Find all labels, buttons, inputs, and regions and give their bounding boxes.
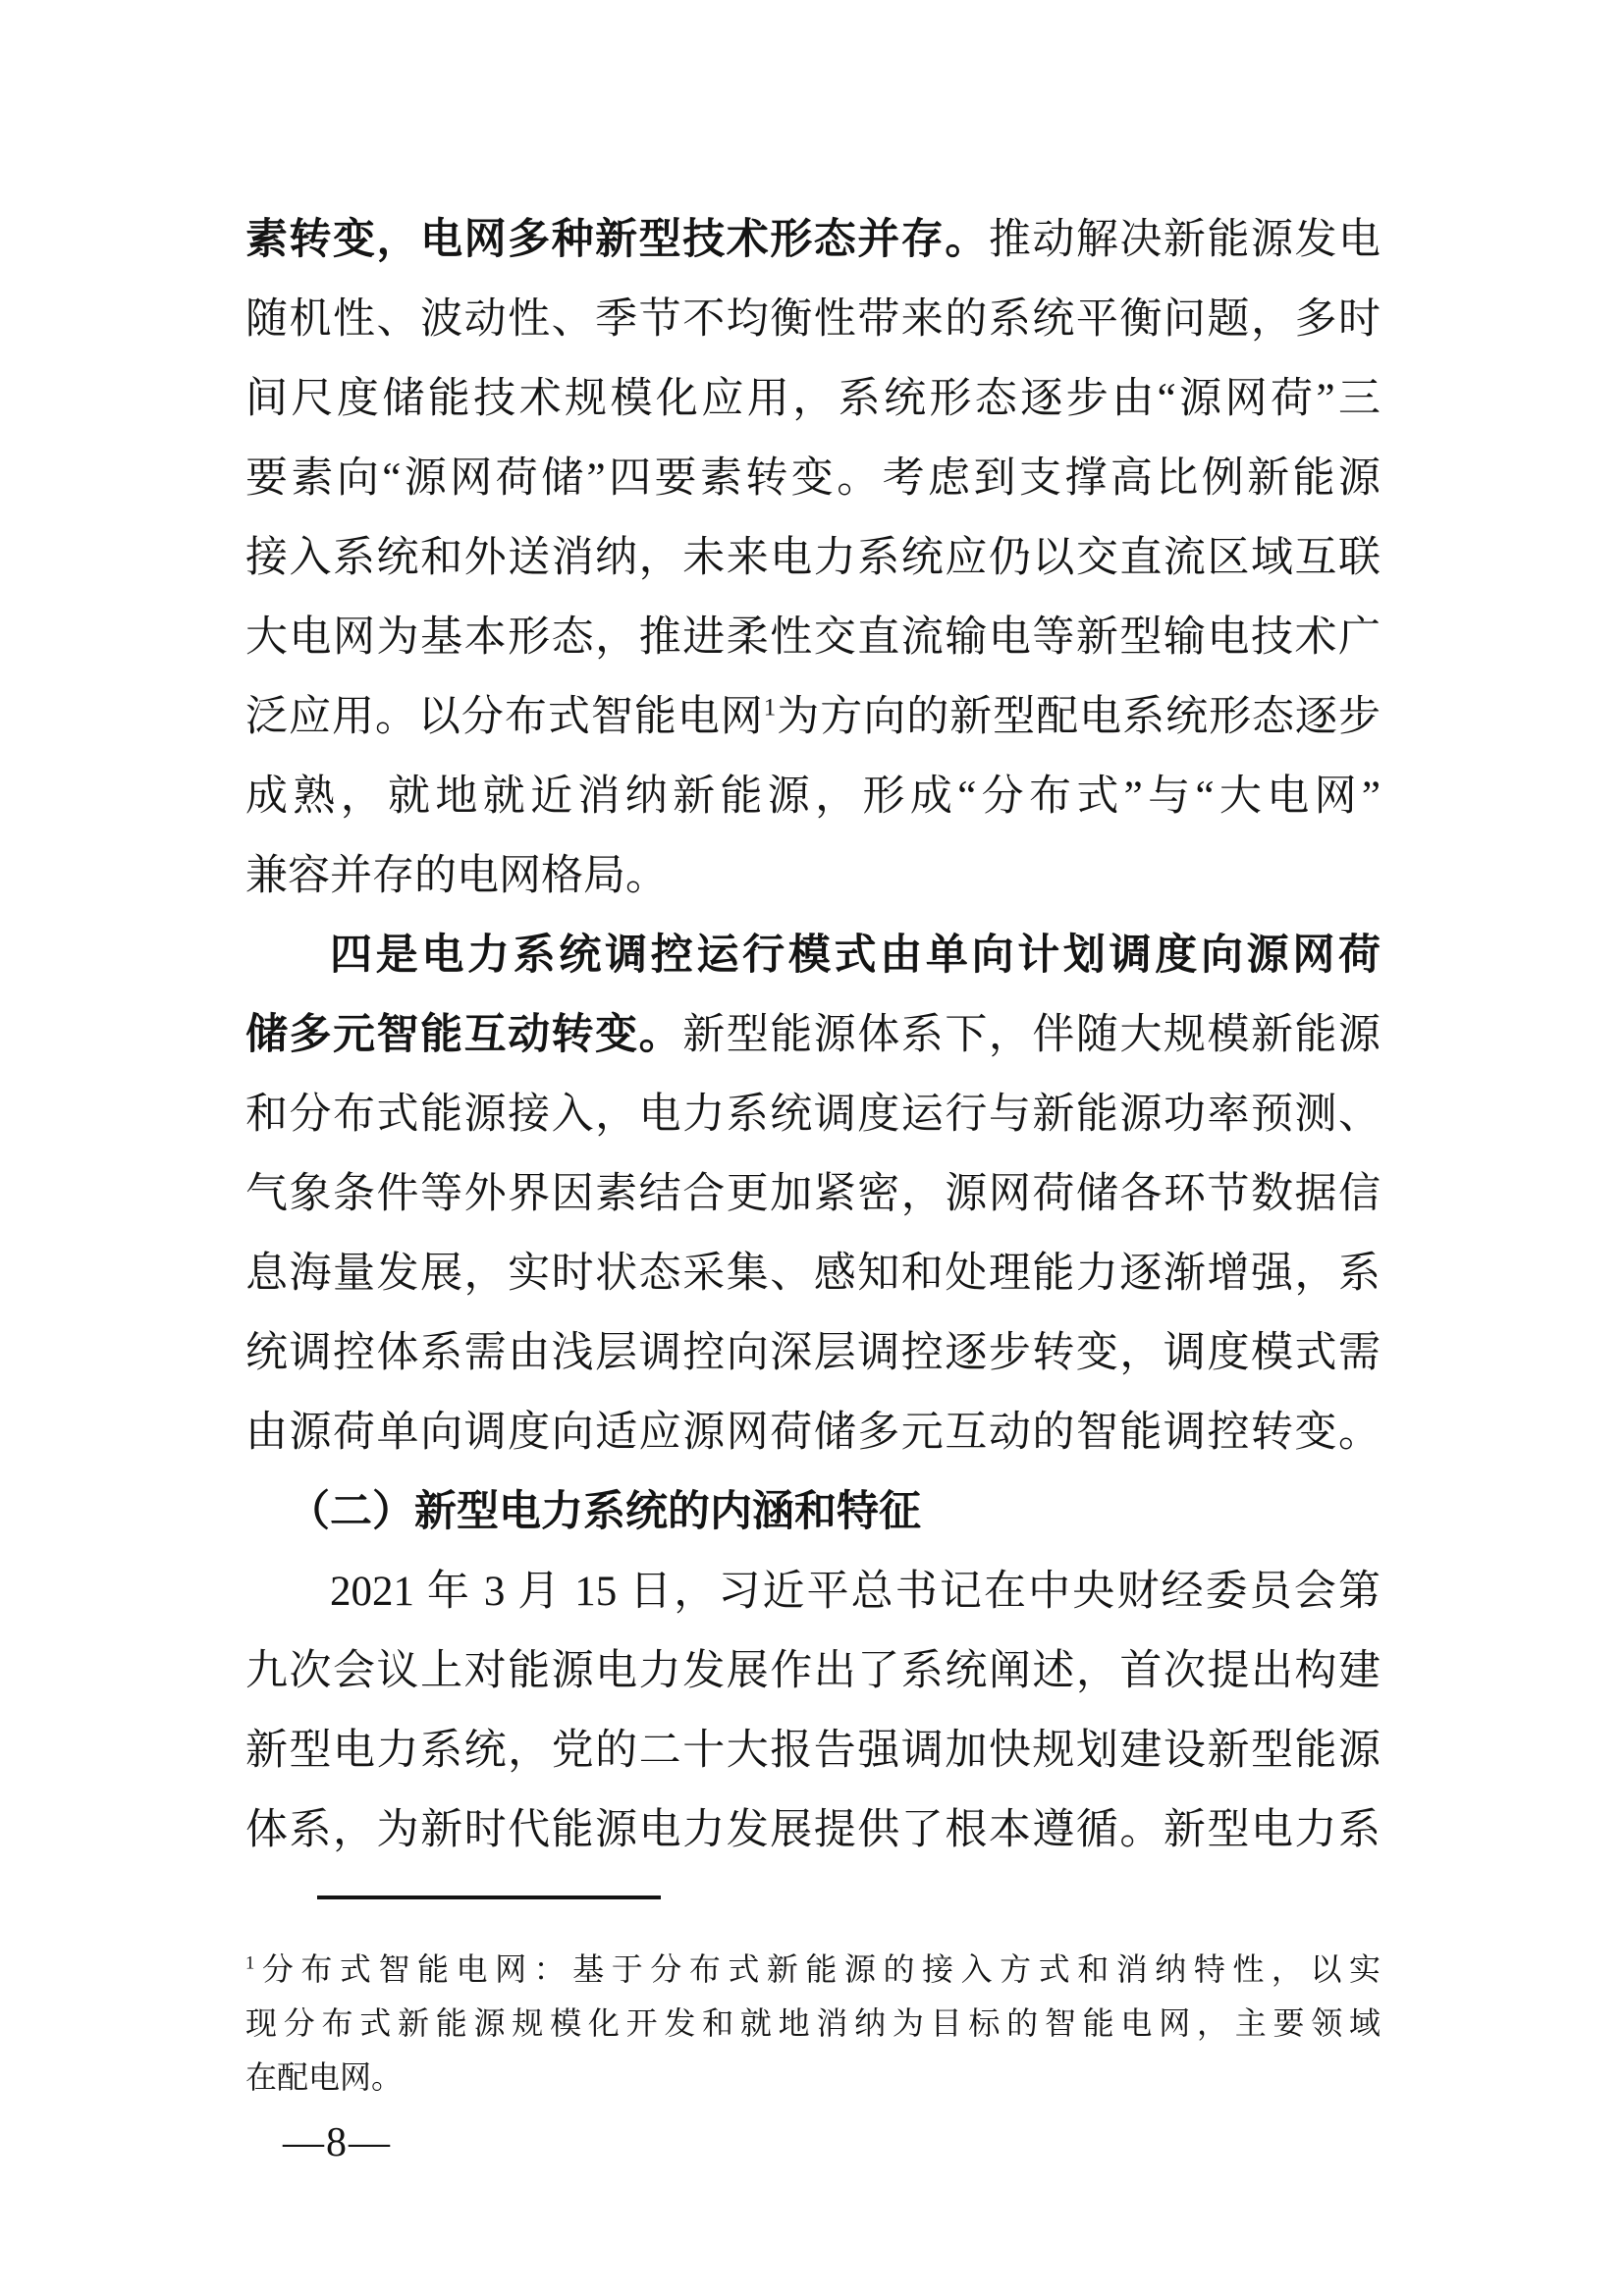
text-segment: 和分布式能源接入，电力系统调度运行与新能源功率预测、 (245, 1092, 1380, 1138)
text-line (245, 359, 1380, 439)
text-line (245, 995, 1380, 1075)
text-segment: 新型能源体系下，伴随大规模新能源 (682, 1012, 1381, 1058)
text-segment: 素转变，电网多种新型技术形态并存。 (245, 217, 989, 263)
text-line (245, 1711, 1380, 1790)
text-line (245, 2051, 1380, 2105)
text-segment: 大电网为基本形态，推进柔性交直流输电等新型输电技术广 (245, 614, 1380, 661)
text-segment: 分布式智能电网：基于分布式新能源的接入方式和消纳特性，以实 (254, 1951, 1380, 1987)
text-line (245, 200, 1380, 280)
text-line (245, 1234, 1380, 1313)
text-segment: 为方向的新型配电系统形态逐步 (776, 694, 1381, 740)
footnote-ref-superscript: 1 (245, 1952, 255, 1974)
text-segment: 气象条件等外界因素结合更加紧密，源网荷储各环节数据信 (245, 1171, 1380, 1217)
text-line (245, 1790, 1380, 1870)
text-segment: 要素向“源网荷储”四要素转变。考虑到支撑高比例新能源 (245, 455, 1380, 502)
text-line (245, 1393, 1380, 1472)
footnote-ref-superscript: 1 (763, 694, 777, 721)
text-line (245, 1997, 1380, 2051)
text-line (245, 1154, 1380, 1234)
document-body (245, 200, 1380, 1870)
text-segment: 成熟，就地就近消纳新能源，形成“分布式”与“大电网” (245, 774, 1380, 820)
text-line (245, 916, 1380, 995)
text-segment: 推动解决新能源发电 (988, 217, 1381, 263)
text-segment: 泛应用。以分布式智能电网 (245, 694, 764, 740)
text-line (245, 439, 1380, 518)
text-segment: 息海量发展，实时状态采集、感知和处理能力逐渐增强，系 (245, 1251, 1380, 1297)
text-line (245, 518, 1380, 598)
text-segment: （二）新型电力系统的内涵和特征 (288, 1489, 921, 1535)
text-segment: 新型电力系统，党的二十大报告强调加快规划建设新型能源 (245, 1728, 1380, 1774)
text-line (245, 836, 1380, 916)
footnote-separator (317, 1896, 661, 1899)
page-number: —8— (283, 2120, 392, 2165)
text-line (245, 757, 1380, 836)
text-segment: 兼容并存的电网格局。 (245, 853, 668, 899)
text-segment: 统调控体系需由浅层调控向深层调控逐步转变，调度模式需 (245, 1330, 1380, 1376)
text-line (245, 1472, 1380, 1552)
text-segment: 体系，为新时代能源电力发展提供了根本遵循。新型电力系 (245, 1807, 1380, 1853)
text-segment: 由源荷单向调度向适应源网荷储多元互动的智能调控转变。 (245, 1410, 1380, 1456)
text-segment: 四是电力系统调控运行模式由单向计划调度向源网荷 (330, 933, 1380, 979)
text-segment: 九次会议上对能源电力发展作出了系统阐述，首次提出构建 (245, 1648, 1380, 1694)
text-line (245, 1075, 1380, 1154)
text-segment: 间尺度储能技术规模化应用，系统形态逐步由“源网荷”三 (245, 376, 1380, 422)
text-segment: 接入系统和外送消纳，未来电力系统应仍以交直流区域互联 (245, 535, 1380, 581)
text-line (245, 598, 1380, 677)
text-line (245, 1631, 1380, 1711)
text-segment: 储多元智能互动转变。 (245, 1012, 683, 1058)
text-line (245, 280, 1380, 359)
text-line (245, 677, 1380, 757)
text-line (245, 1943, 1380, 1997)
text-segment: 随机性、波动性、季节不均衡性带来的系统平衡问题，多时 (245, 296, 1380, 343)
text-line (245, 1313, 1380, 1393)
footnote (245, 1943, 1380, 2105)
text-segment: 在配电网。 (245, 2059, 404, 2095)
text-line (245, 1552, 1380, 1631)
text-segment: 现分布式新能源规模化开发和就地消纳为目标的智能电网，主要领域 (245, 2005, 1380, 2041)
text-segment: 2021 年 3 月 15 日，习近平总书记在中央财经委员会第 (330, 1569, 1380, 1615)
